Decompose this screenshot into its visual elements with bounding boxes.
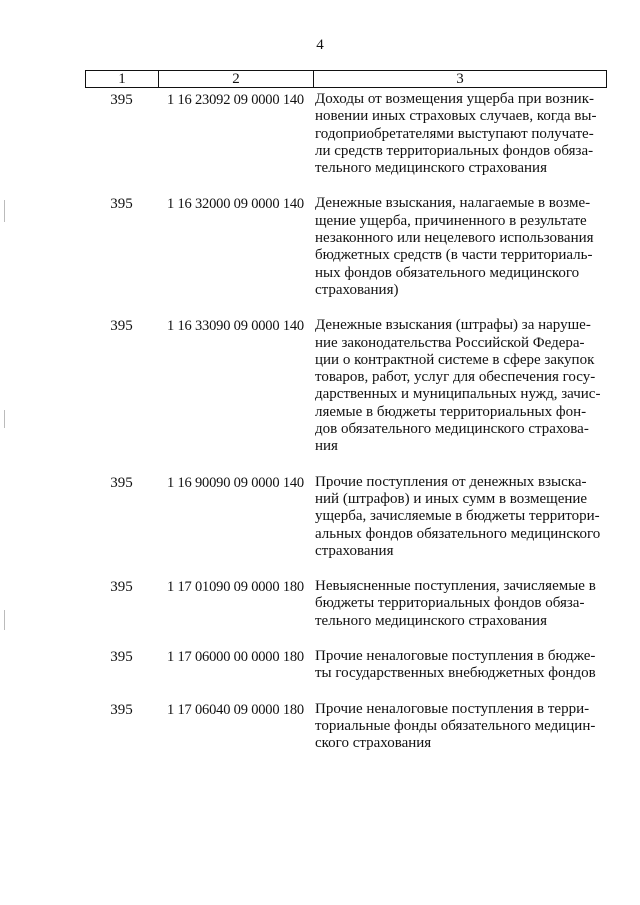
scan-edge-mark — [4, 200, 5, 222]
description-line: страхования — [315, 542, 394, 559]
description-line: Прочие неналоговые поступления в бюдже- — [315, 648, 596, 665]
description-line: новении иных страховых случаев, когда вы- — [315, 108, 597, 125]
scan-edge-mark — [4, 410, 5, 428]
description-cell — [313, 578, 607, 630]
description-line: Невыясненные поступления, зачисляемые в — [315, 578, 596, 595]
table-body — [85, 91, 607, 771]
description-line: Прочие поступления от денежных взыска- — [315, 473, 587, 490]
description-line: бюджеты территориальных фондов обяза- — [315, 595, 585, 612]
description-line: ных фондов обязательного медицинского — [315, 264, 580, 281]
description-line: бюджетных средств (в части территориаль- — [315, 247, 593, 264]
description-line: ты государственных внебюджетных фондов — [315, 665, 596, 682]
budget-code-cell: 1 16 90090 09 0000 140 — [167, 474, 304, 491]
budget-code-cell: 1 17 06000 00 0000 180 — [167, 649, 304, 666]
admin-code-cell: 395 — [110, 318, 133, 335]
table-row — [85, 474, 607, 560]
budget-code-cell: 1 17 06040 09 0000 180 — [167, 701, 304, 718]
admin-code-cell: 395 — [110, 474, 133, 491]
description-line: щение ущерба, причиненного в результате — [315, 212, 587, 229]
budget-code-cell: 1 16 32000 09 0000 140 — [167, 196, 304, 213]
description-line: ского страхования — [315, 735, 432, 752]
table-row — [85, 578, 607, 630]
description-line: незаконного или нецелевого использования — [315, 230, 594, 247]
description-line: тельного медицинского страхования — [315, 612, 547, 629]
description-line: Прочие неналоговые поступления в терри- — [315, 700, 590, 717]
budget-code-cell: 1 16 33090 09 0000 140 — [167, 318, 304, 335]
description-line: дов обязательного медицинского страхова- — [315, 421, 589, 438]
description-cell — [313, 317, 607, 455]
table-header — [85, 70, 607, 88]
description-cell — [313, 195, 607, 299]
table-row — [85, 91, 607, 177]
description-cell — [313, 701, 607, 753]
table-row — [85, 701, 607, 753]
budget-code-cell: 1 16 23092 09 0000 140 — [167, 92, 304, 108]
description-line: товаров, работ, услуг для обеспечения госу- — [315, 369, 596, 386]
description-line: ли средств территориальных фондов обяза- — [315, 142, 594, 159]
admin-code-cell: 395 — [110, 92, 133, 108]
description-line: дарственных и муниципальных нужд, зачис- — [315, 386, 601, 403]
description-line: годоприобретателями выступают получате- — [315, 125, 594, 142]
table-row — [85, 648, 607, 683]
header-col-1: 1 — [86, 71, 159, 87]
description-line: тельного медицинского страхования — [315, 160, 547, 177]
description-line: ляемые в бюджеты территориальных фон- — [315, 403, 587, 420]
description-line: страхования) — [315, 281, 399, 298]
description-line: Денежные взыскания, налагаемые в возме- — [315, 195, 591, 212]
admin-code-cell: 395 — [110, 701, 133, 718]
description-line: ние законодательства Российской Федера- — [315, 334, 585, 351]
table-row — [85, 195, 607, 299]
admin-code-cell: 395 — [110, 649, 133, 666]
description-line: ториальные фонды обязательного медицин- — [315, 717, 596, 734]
page-number: 4 — [316, 37, 324, 53]
description-line: Денежные взыскания (штрафы) за наруше- — [315, 317, 591, 334]
description-line: Доходы от возмещения ущерба при возник- — [315, 91, 594, 107]
budget-code-cell: 1 17 01090 09 0000 180 — [167, 579, 304, 596]
admin-code-cell: 395 — [110, 196, 133, 213]
description-cell — [313, 648, 607, 683]
description-line: ния — [315, 438, 338, 455]
description-cell — [313, 474, 607, 560]
admin-code-cell: 395 — [110, 579, 133, 596]
header-col-2: 2 — [159, 71, 314, 87]
description-line: альных фондов обязательного медицинского — [315, 525, 601, 542]
header-col-3: 3 — [456, 71, 464, 87]
description-line: ции о контрактной системе в сфере закупок — [315, 351, 595, 368]
scan-edge-mark — [4, 610, 5, 630]
description-line: ущерба, зачисляемые в бюджеты территори- — [315, 508, 600, 525]
table-row — [85, 317, 607, 455]
description-line: ний (штрафов) и иных сумм в возмещение — [315, 490, 588, 507]
description-cell — [313, 91, 607, 177]
